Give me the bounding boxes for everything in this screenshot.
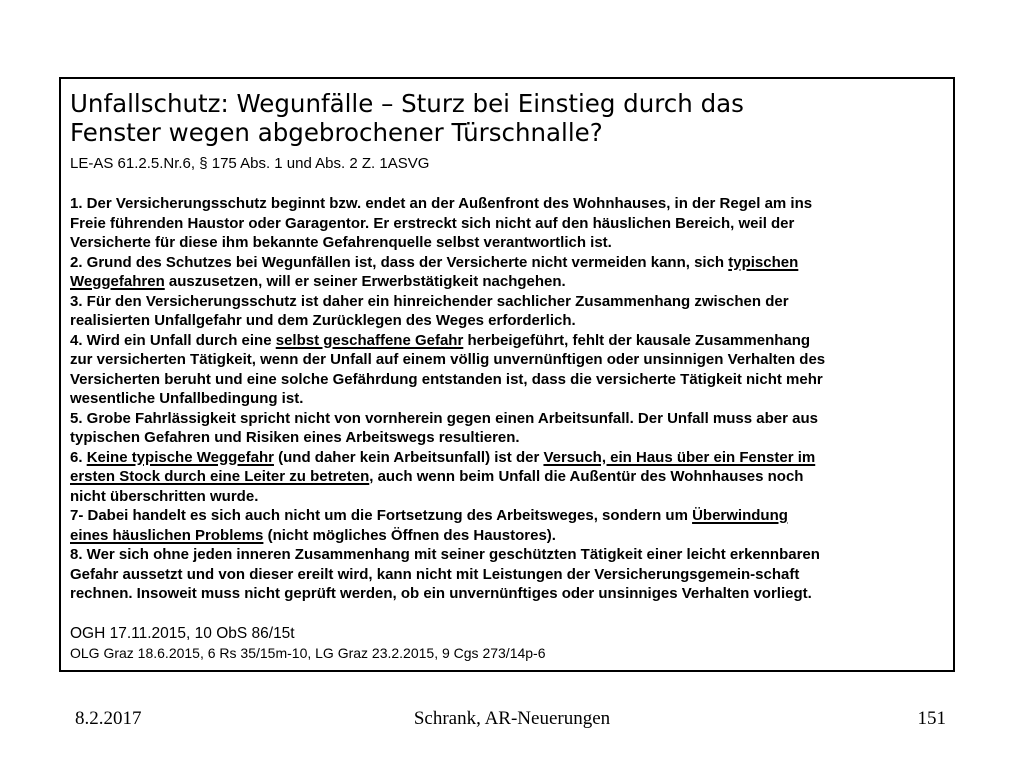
- body-line: [70, 350, 950, 370]
- citation-sub: OLG Graz 18.6.2015, 6 Rs 35/15m-10, LG Graz 23.2.2015, 9 Cgs 273/14p-6: [70, 645, 546, 661]
- body-line: [70, 331, 950, 351]
- body-line: [70, 311, 950, 331]
- legal-reference: LE-AS 61.2.5.Nr.6, § 175 Abs. 1 und Abs. 2 Z. 1ASVG: [70, 155, 430, 172]
- text-segment: 8. Wer sich ohne jeden inneren Zusammenhang mit seiner geschützten Tätigkeit einer leicht erkennbaren: [70, 546, 820, 563]
- body-line: [70, 487, 950, 507]
- body-line: [70, 467, 950, 487]
- citation-main: OGH 17.11.2015, 10 ObS 86/15t: [70, 625, 295, 642]
- text-segment: Versicherte für diese ihm bekannte Gefahrenquelle selbst verantwortlich ist.: [70, 234, 612, 251]
- text-segment: auszusetzen, will er seiner Erwerbstätigkeit nachgehen.: [164, 273, 566, 290]
- text-segment: 7- Dabei handelt es sich auch nicht um die Fortsetzung des Arbeitsweges, sondern um: [70, 507, 693, 524]
- body-line: [70, 194, 950, 214]
- body-line: [70, 389, 950, 409]
- underlined-text: Versuch, ein Haus über ein Fenster im: [543, 448, 816, 466]
- body-line: [70, 565, 950, 585]
- slide-title: [70, 89, 940, 147]
- body-line: [70, 584, 950, 604]
- text-segment: 3. Für den Versicherungsschutz ist daher ein hinreichender sachlicher Zusammenhang zwischen der: [70, 292, 789, 310]
- text-segment: herbeigeführt, fehlt der kausale Zusammenhang: [463, 331, 811, 349]
- underlined-text: typischen: [728, 253, 799, 271]
- body-line: [70, 526, 950, 546]
- body-line: [70, 506, 950, 526]
- footer-page-number: 151: [917, 708, 946, 729]
- body-line: [70, 428, 950, 448]
- text-segment: typischen Gefahren und Risiken eines Arbeitswegs resultieren.: [70, 429, 520, 446]
- underlined-text: selbst geschaffene Gefahr: [275, 331, 464, 349]
- body-line: [70, 545, 950, 565]
- footer-date: 8.2.2017: [75, 708, 142, 729]
- slide-body-text: [70, 194, 950, 604]
- body-line: [70, 292, 950, 312]
- title-line-1: Unfallschutz: Wegunfälle – Sturz bei Einstieg durch das: [70, 89, 744, 118]
- text-segment: 4. Wird ein Unfall durch eine: [70, 331, 276, 349]
- underlined-text: eines häuslichen Problems: [70, 526, 264, 544]
- body-line: [70, 253, 950, 273]
- text-segment: (und daher kein Arbeitsunfall) ist der: [273, 448, 544, 466]
- footer-author: Schrank, AR-Neuerungen: [413, 708, 611, 729]
- body-line: [70, 448, 950, 468]
- text-segment: realisierten Unfallgefahr und dem Zurücklegen des Weges erforderlich.: [70, 312, 576, 329]
- body-line: [70, 370, 950, 390]
- text-segment: (nicht mögliches Öffnen des Haustores).: [263, 526, 556, 544]
- underlined-text: Keine typische Weggefahr: [86, 448, 274, 466]
- text-segment: zur versicherten Tätigkeit, wenn der Unfall auf einem völlig unvernünftigen oder unsinnigen Verhalten des: [70, 351, 826, 368]
- body-line: [70, 409, 950, 429]
- title-line-2: Fenster wegen abgebrochener Türschnalle?: [70, 118, 603, 147]
- text-segment: , auch wenn beim Unfall die Außentür des Wohnhauses noch: [369, 468, 804, 485]
- text-segment: Freie führenden Haustor oder Garagentor. Er erstreckt sich nicht auf den häuslichen Bereich, weil der: [70, 214, 795, 232]
- underlined-text: ersten Stock durch eine Leiter zu betreten: [70, 468, 370, 485]
- text-segment: rechnen. Insoweit muss nicht geprüft werden, ob ein unvernünftiges oder unsinniges Verhalten vorliegt.: [70, 585, 812, 602]
- text-segment: 6.: [70, 448, 87, 466]
- underlined-text: Überwindung: [692, 507, 788, 524]
- body-line: [70, 272, 950, 292]
- body-line: [70, 214, 950, 234]
- text-segment: wesentliche Unfallbedingung ist.: [70, 390, 304, 407]
- text-segment: Versicherten beruht und eine solche Gefährdung entstanden ist, dass die versicherte Tätigkeit nicht mehr: [70, 370, 823, 388]
- text-segment: 2. Grund des Schutzes bei Wegunfällen ist, dass der Versicherte nicht vermeiden kann, sich: [70, 253, 729, 271]
- text-segment: 1. Der Versicherungsschutz beginnt bzw. endet an der Außenfront des Wohnhauses, in der Regel am ins: [70, 195, 813, 212]
- text-segment: Gefahr aussetzt und von dieser ereilt wird, kann nicht mit Leistungen der Versicherungsgemein-schaft: [70, 565, 800, 583]
- underlined-text: Weggefahren: [70, 273, 165, 290]
- text-segment: 5. Grobe Fahrlässigkeit spricht nicht von vornherein gegen einen Arbeitsunfall. Der Unfall muss aber aus: [70, 409, 818, 427]
- body-line: [70, 233, 950, 253]
- text-segment: nicht überschritten wurde.: [70, 487, 259, 505]
